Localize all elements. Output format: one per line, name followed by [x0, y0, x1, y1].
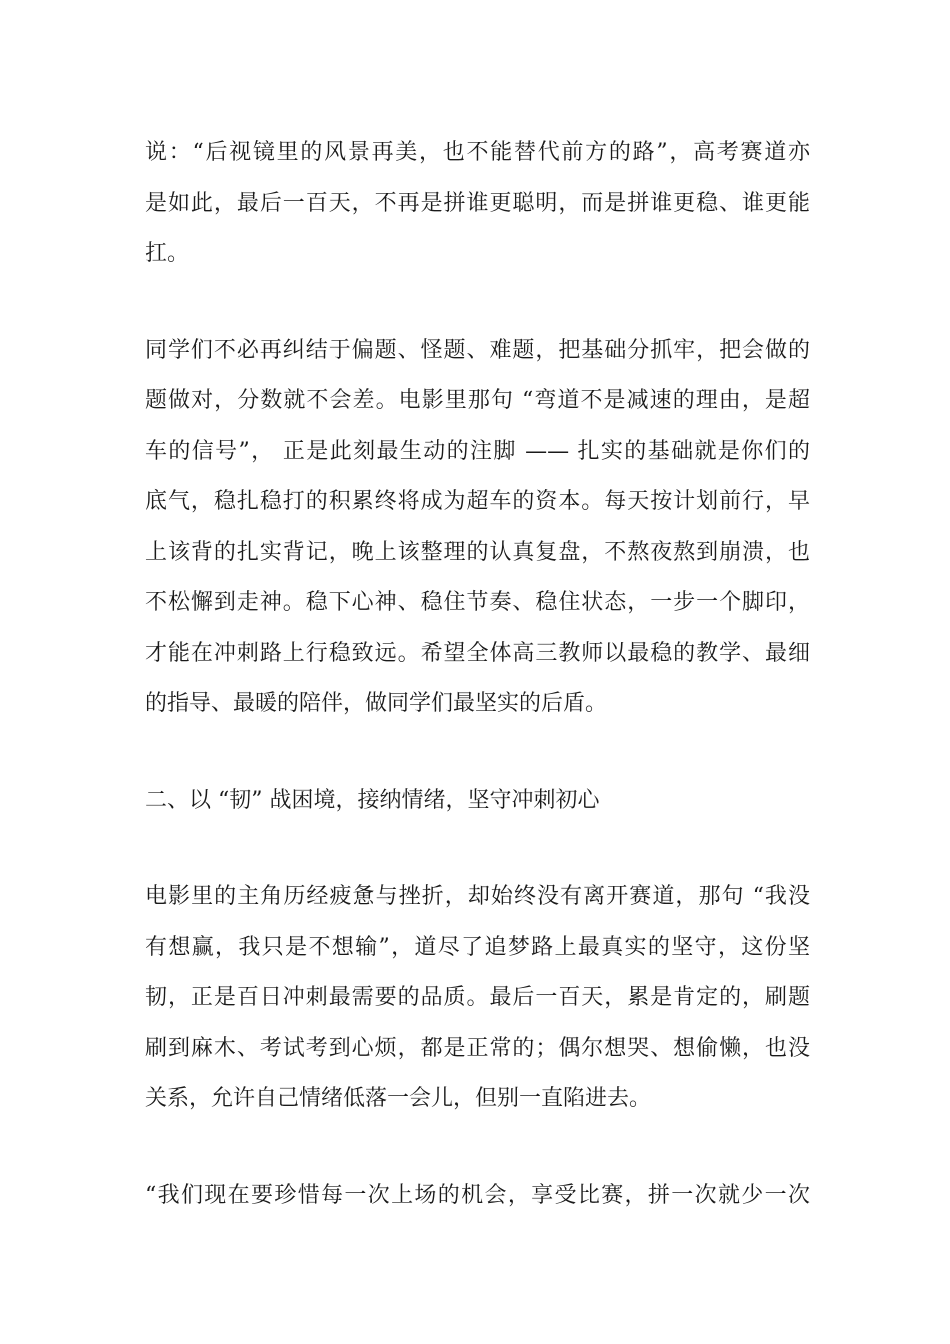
paragraph-3 — [145, 872, 810, 1125]
text-line: 上该背的扎实背记，晚上该整理的认真复盘，不熬夜熬到崩溃，也 — [145, 539, 810, 565]
text-line: “我们现在要珍惜每一次上场的机会，享受比赛，拼一次就少一次 — [145, 1182, 810, 1208]
text-line: 同学们不必再纠结于偏题、怪题、难题，把基础分抓牢，把会做的 — [145, 337, 810, 363]
text-line: 关系，允许自己情绪低落一会儿，但别一直陷进去。 — [145, 1086, 652, 1111]
text-line: 是如此，最后一百天，不再是拼谁更聪明，而是拼谁更稳、谁更能 — [145, 190, 810, 216]
text-line: 题做对，分数就不会差。电影里那句 “弯道不是减速的理由，是超 — [145, 388, 810, 413]
text-line: 刷到麻木、考试考到心烦，都是正常的；偶尔想哭、想偷懒，也没 — [145, 1035, 810, 1061]
text-line: 车的信号”， 正是此刻最生动的注脚 —— 扎实的基础就是你们的 — [145, 438, 810, 464]
text-line: 不松懈到走神。稳下心神、稳住节奏、稳住状态，一步一个脚印， — [145, 590, 810, 615]
text-line: 扛。 — [145, 241, 190, 266]
text-line: 的指导、最暖的陪伴，做同学们最坚实的后盾。 — [145, 691, 608, 716]
section-heading — [145, 776, 810, 827]
paragraph-1 — [145, 128, 810, 280]
paragraph-4 — [145, 1171, 810, 1222]
document-body — [145, 128, 810, 1267]
text-line: 有想赢，我只是不想输”，道尽了追梦路上最真实的坚守，这份坚 — [145, 934, 810, 960]
text-line: 底气，稳扎稳打的积累终将成为超车的资本。每天按计划前行，早 — [145, 489, 810, 514]
paragraph-2 — [145, 326, 810, 730]
text-line: 才能在冲刺路上行稳致远。希望全体高三教师以最稳的教学、最细 — [145, 640, 810, 666]
text-line: 韧，正是百日冲刺最需要的品质。最后一百天，累是肯定的，刷题 — [145, 985, 810, 1010]
text-line: 说：“后视镜里的风景再美，也不能替代前方的路”，高考赛道亦 — [145, 140, 810, 165]
text-line: 电影里的主角历经疲惫与挫折，却始终没有离开赛道，那句 “我没 — [145, 884, 810, 909]
section-heading-text: 二、以 “韧” 战困境，接纳情绪，坚守冲刺初心 — [145, 787, 600, 813]
